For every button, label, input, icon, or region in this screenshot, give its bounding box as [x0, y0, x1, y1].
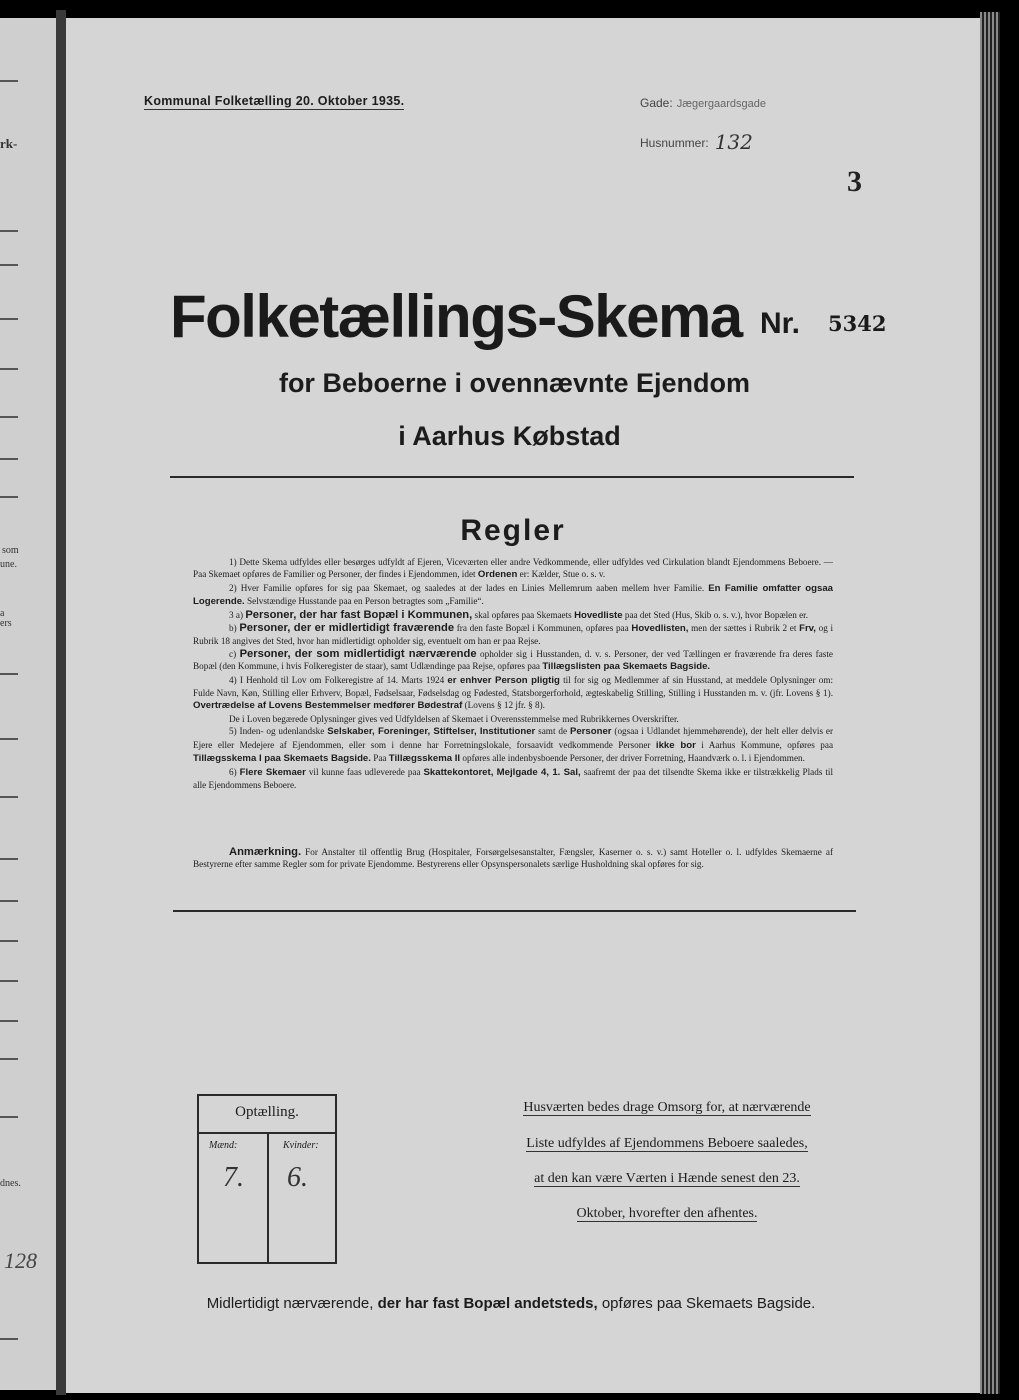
left-page-edge: [0, 18, 56, 1390]
form-number-value: 5342: [828, 311, 887, 336]
count-box-divider: [267, 1132, 269, 1264]
rule-2: 2) Hver Familie opføres for sig paa Skemaet, og saaledes at der lades en Linies Mellemrum aaben mellem hver Familie. En Familie omfatter ogsaa Logerende. Selvstændige Husstande paa en Person betragtes som „Familie“.: [193, 582, 834, 608]
count-box-caption: Optælling.: [235, 1104, 299, 1120]
page-stack-edge: [980, 12, 1000, 1394]
left-page-rule: [0, 1338, 18, 1340]
notice-line-2: Liste udfyldes af Ejendommens Beboere saaledes,: [526, 1136, 808, 1151]
left-page-rule: [0, 796, 18, 798]
note-text: For Anstalter til offentlig Brug (Hospitaler, Forsørgelsesanstalter, Fængsler, Kaserner o. s. v.) samt Hoteller o. l. udfyldes Skemaerne af Bestyrerne efter samme Regler som for private Ejendomme. Bestyrerens eller Opsynspersonalets særlige Husholdning skal opføres for sig.: [193, 847, 834, 870]
left-page-rule: [0, 1058, 18, 1060]
house-number-field: [640, 128, 753, 152]
left-page-fragment: rk-: [0, 136, 18, 151]
left-page-rule: [0, 980, 18, 982]
street-label: Gade:: [640, 96, 673, 110]
form-subtitle-2: i Aarhus Købstad: [398, 421, 621, 451]
rule-4b: De i Loven begærede Oplysninger gives ved Udfyldelsen af Skemaet i Overensstemmelse med Rubrikkernes Overskrifter.: [229, 713, 679, 724]
left-page-rule: [0, 230, 18, 232]
street-field: [640, 96, 766, 110]
left-page-rule: [0, 900, 18, 902]
left-page-rule: [0, 858, 18, 860]
left-page-rule: [0, 264, 18, 266]
left-page-rule: [0, 458, 18, 460]
divider: [173, 910, 856, 912]
notice-line-4: Oktober, hvorefter den afhentes.: [576, 1206, 758, 1221]
divider: [170, 476, 854, 478]
women-label: Kvinder:: [283, 1140, 319, 1151]
left-page-fragment: a: [0, 608, 5, 619]
men-label: Mænd:: [209, 1140, 238, 1151]
note: [193, 846, 833, 871]
left-page-rule: [0, 673, 18, 675]
form-subtitle-1: for Beboerne i ovennævnte Ejendom: [278, 368, 751, 398]
women-count: 6.: [287, 1162, 308, 1193]
rule-6: 6) Flere Skemaer vil kunne faas udleverede paa Skattekontoret, Mejlgade 4, 1. Sal, saafremt der paa det tilsendte Skema ikke er tilstrækkelig Plads til alle Ejendommens Beboere.: [193, 766, 834, 790]
footer-note: Midlertidigt nærværende, der har fast Bopæl andetsteds, opføres paa Skemaets Bagside.: [206, 1295, 816, 1312]
left-page-fragment: dnes.: [0, 1178, 21, 1189]
rule-3a: 3 a) Personer, der har fast Bopæl i Kommunen, skal opføres paa Skemaets Hovedliste paa det Sted (Hus, Skib o. s. v.), hvor Bopælen er.: [229, 608, 809, 621]
book-gutter: [56, 10, 66, 1395]
left-page-fragment: som: [2, 545, 19, 556]
left-page-rule: [0, 738, 18, 740]
left-page-rule: [0, 416, 18, 418]
form-title: Folketællings-Skema: [170, 283, 742, 350]
men-count: 7.: [223, 1162, 244, 1193]
form-number-label: Nr.: [760, 307, 801, 340]
left-page-rule: [0, 940, 18, 942]
rule-3c: c) Personer, der som midlertidigt nærværende opholder sig i Husstanden, d. v. s. Personer, der ved Tællingen er fraværende fra deres faste Bopæl (den Kommune, i hvis Folkeregister de staar), samt Udlændinge paa Rejse, opføres paa Tillægslisten paa Skemaets Bagside.: [193, 647, 833, 673]
rule-5: 5) Inden- og udenlandske Selskaber, Foreninger, Stiftelser, Institutioner samt de Personer (ogsaa i Udlandet hjemmehørende), der helt eller delvis er Ejere eller Medejere af Ejendommen, eller som i denne har Forretningslokale, forsaavidt vedkommende Personer ikke bor i Aarhus Kommune, opføres paa Tillægsskema I paa Skemaets Bagside. Paa Tillægsskema II opføres alle indenbysboende Personer, der driver Forretning, Haandværk o. l. i Ejendommen.: [193, 726, 834, 765]
left-page-handwritten-number: 128: [4, 1248, 37, 1273]
rule-4: 4) I Henhold til Lov om Folkeregistre af 14. Marts 1924 er enhver Person pligtig til for sig og Medlemmer af sin Husstand, at meddele Oplysninger om: Fulde Navn, Køn, Stilling eller Erhverv, Bopæl, Fødselsaar, Fødselsdag og Fødested, Statsborgerforhold, ægteskabelig Stilling, Stilling i Husstanden m. v. (jfr. Lovens § 1). Overtrædelse af Lovens Bestemmelser medfører Bødestraf (Lovens § 12 jfr. § 8).: [193, 674, 834, 712]
rule-1: 1) Dette Skema udfyldes eller besørges udfyldt af Ejeren, Viceværten eller andre Vedkommende, eller udfyldes ved Cirkulation blandt Ejendommens Beboere. — Paa Skemaet opføres de Familier og Personer, der findes i Ejendommen, idet Ordenen er: Kælder, Stue o. s. v.: [193, 557, 833, 581]
pencil-mark: 3: [847, 165, 862, 198]
notice-line-1: Husværten bedes drage Omsorg for, at nærværende: [523, 1100, 811, 1115]
left-page-rule: [0, 80, 18, 82]
street-value: Jægergaardsgade: [676, 98, 766, 110]
left-page-fragment: une.: [0, 559, 17, 570]
note-label: Anmærkning.: [229, 846, 302, 858]
left-page-rule: [0, 496, 18, 498]
left-page-rule: [0, 1020, 18, 1022]
notice-line-3: at den kan være Værten i Hænde senest den 23.: [534, 1171, 800, 1186]
rules-heading: Regler: [460, 514, 566, 547]
rules-body: [193, 556, 833, 791]
census-heading: Kommunal Folketælling 20. Oktober 1935.: [144, 94, 405, 108]
left-page-fragment: ers: [0, 618, 12, 629]
rule-3b: b) Personer, der er midlertidigt fraværende fra den faste Bopæl i Kommunen, opføres paa Hovedlisten, men der sættes i Rubrik 2 et Frv, og i Rubrik 18 angives det Sted, hvor han midlertidigt opholder sig, eventuelt om han er paa Rejse.: [193, 622, 834, 647]
left-page-rule: [0, 318, 18, 320]
count-box: [197, 1094, 337, 1264]
left-page-rule: [0, 1116, 18, 1118]
house-number-value: 132: [714, 130, 753, 154]
house-number-label: Husnummer:: [640, 136, 709, 150]
